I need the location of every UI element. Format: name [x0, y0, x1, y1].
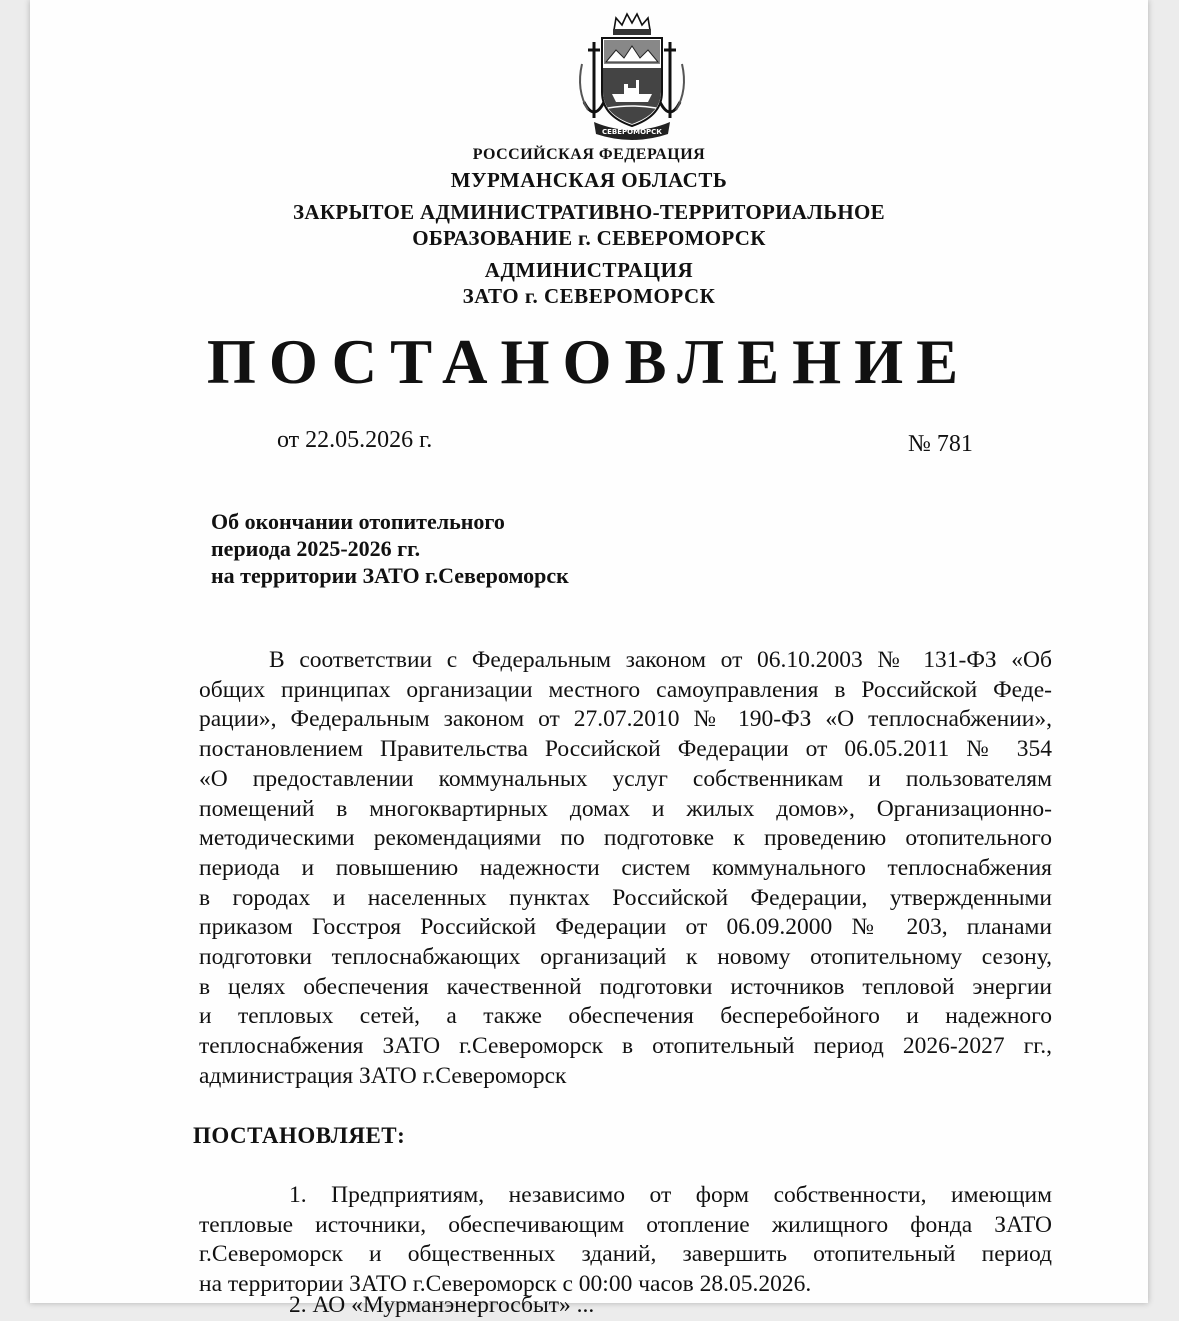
text-line: в городах и населенных пунктах Российской Федерации, утвержденными	[199, 884, 1052, 911]
text-line: периода и повышению надежности систем коммунального теплоснабжения	[199, 854, 1052, 881]
text-line: методическими рекомендациями по подготовке к проведению отопительного	[199, 825, 1052, 852]
text-line: подготовки теплоснабжающих организаций к новому отопительному сезону,	[199, 944, 1052, 971]
text-line: в целях обеспечения качественной подготовки источников тепловой энергии	[199, 973, 1052, 1000]
text-line: общих принципах организации местного самоуправления в Российской Феде-	[199, 676, 1052, 703]
header-admin-line2: ЗАТО г. СЕВЕРОМОРСК	[462, 284, 716, 308]
text-line: администрация ЗАТО г.Североморск	[199, 1062, 567, 1089]
item-1-paragraph	[199, 1181, 1052, 1300]
document-title: ПОСТАНОВЛЕНИЕ	[206, 327, 972, 397]
text-line: постановлением Правительства Российской Федерации от 06.05.2011 № 354	[199, 736, 1052, 763]
header-entity-line2: ОБРАЗОВАНИЕ г. СЕВЕРОМОРСК	[412, 226, 766, 250]
header-country: РОССИЙСКАЯ ФЕДЕРАЦИЯ	[472, 146, 706, 163]
document-number: № 781	[908, 431, 973, 457]
text-line: теплоснабжения ЗАТО г.Североморск в отопительный период 2026-2027 гг.,	[199, 1033, 1052, 1060]
text-line: рации», Федеральным законом от 27.07.2010 № 190-ФЗ «О теплоснабжении»,	[199, 706, 1052, 733]
resolves-heading: ПОСТАНОВЛЯЕТ:	[193, 1123, 406, 1148]
subject-line: периода 2025-2026 гг.	[211, 536, 421, 561]
header-region: МУРМАНСКАЯ ОБЛАСТЬ	[450, 168, 728, 192]
text-line: В соответствии с Федеральным законом от 06.10.2003 № 131-ФЗ «Об	[269, 647, 1052, 673]
coat-of-arms-icon	[572, 10, 692, 142]
document-page	[30, 0, 1148, 1318]
svg-text:СЕВЕРОМОРСК: СЕВЕРОМОРСК	[601, 128, 663, 136]
preamble-paragraph	[199, 646, 1052, 1092]
text-line: 2. АО «Мурманэнергосбыт» ...	[289, 1292, 595, 1318]
text-line: 1. Предприятиям, независимо от форм собственности, имеющим	[289, 1182, 1052, 1208]
document-date: от 22.05.2026 г.	[277, 427, 433, 453]
text-line: «О предоставлении коммунальных услуг собственникам и пользователям	[199, 765, 1052, 792]
subject-line: на территории ЗАТО г.Североморск	[211, 563, 569, 588]
text-line: приказом Госстроя Российской Федерации от 06.09.2000 № 203, планами	[199, 914, 1052, 941]
header-entity-line1: ЗАКРЫТОЕ АДМИНИСТРАТИВНО-ТЕРРИТОРИАЛЬНОЕ	[293, 200, 885, 224]
item-2-paragraph	[199, 1291, 1052, 1321]
header-admin-line1: АДМИНИСТРАЦИЯ	[484, 258, 694, 282]
text-line: г.Североморск и общественных зданий, завершить отопительный период	[199, 1241, 1052, 1268]
subject-line: Об окончании отопительного	[211, 509, 505, 534]
text-line: на территории ЗАТО г.Североморск с 00:00 часов 28.05.2026.	[199, 1271, 812, 1298]
text-line: тепловые источники, обеспечивающим отопление жилищного фонда ЗАТО	[199, 1211, 1052, 1238]
text-line: помещений в многоквартирных домах и жилых домов», Организационно-	[199, 795, 1052, 822]
document-subject	[211, 508, 569, 589]
text-line: и тепловых сетей, а также обеспечения бесперебойного и надежного	[199, 1003, 1052, 1030]
